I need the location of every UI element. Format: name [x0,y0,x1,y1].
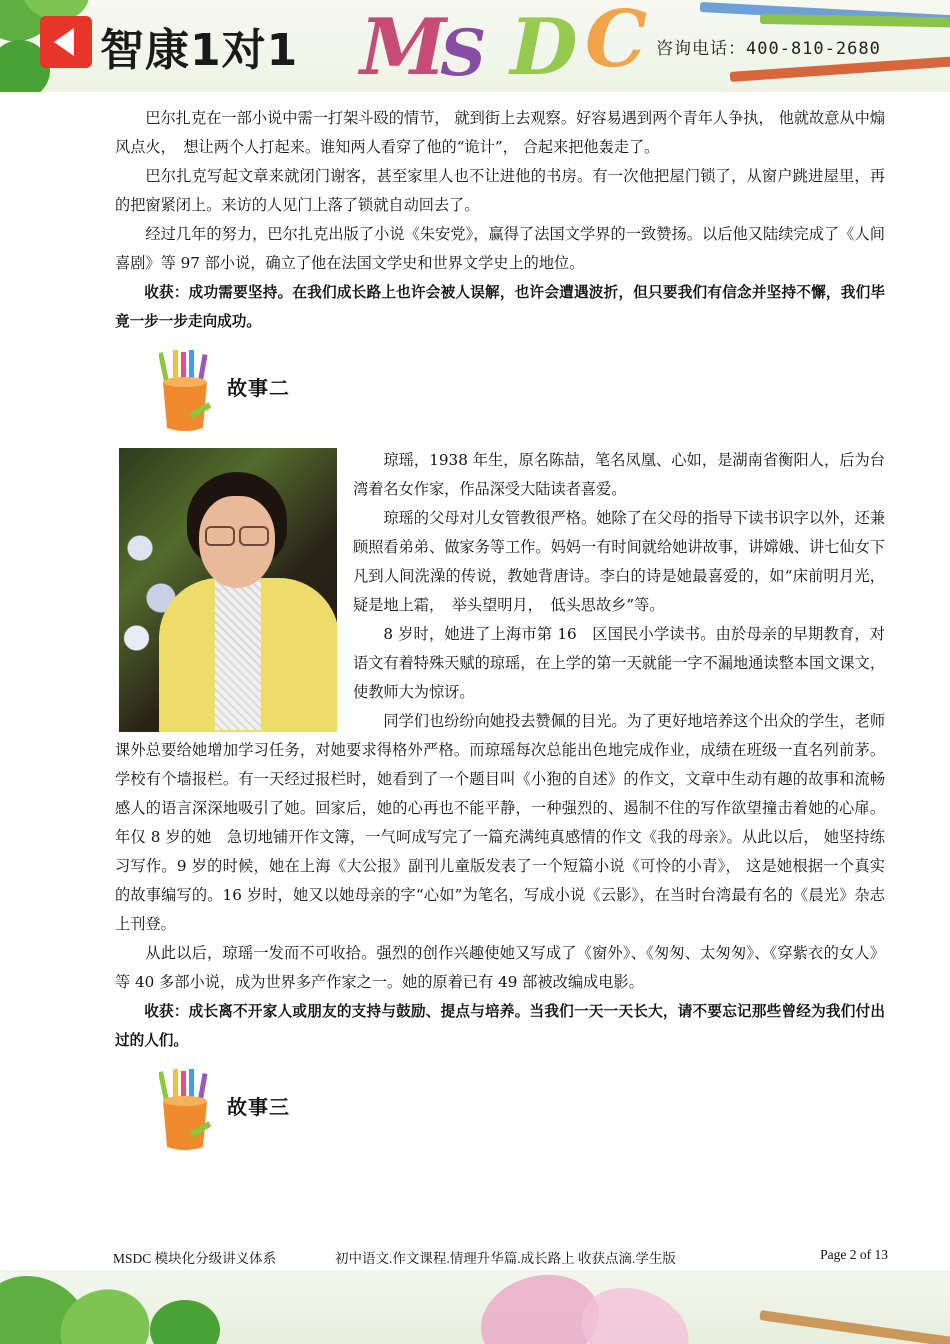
story-title: 故事三 [227,1095,290,1119]
paragraph: 琼瑶，1938 年生，原名陈喆，笔名凤凰、心如，是湖南省衡阳人，后为台湾着名女作家，作品深受大陆读者喜爱。 [353,451,885,498]
leaf-decoration [150,1300,220,1344]
paragraph: 8 岁时，她进了上海市第 16 区国民小学读书。由於母亲的早期教育，对语文有着特殊天赋的琼瑶，在上学的第一天就能一字不漏地通读整本国文课文，使教师大为惊讶。 [353,625,885,701]
footer-decoration [0,1270,950,1344]
page-header [0,0,950,92]
harvest-paragraph: 收获：成功需要坚持。在我们成长路上也许会被人误解，也许会遭遇波折，但只要我们有信念并坚持不懈，我们毕竟一步一步走向成功。 [115,284,885,330]
portrait-blouse [215,580,261,730]
paragraph: 同学们也纷纷向她投去赞佩的目光。为了更好地培养这个出众的学生，老师课外总要给她增加学习任务，对她要求得格外严格。而琼瑶每次总能出色地完成作业，成绩在班级一直名列前茅。学校有个墙报栏。有一天经过报栏时，她看到了一个题目叫《小狍的自述》的作文，文章中生动有趣的故事和流畅感人的语言深深地吸引了她。回家后，她的心再也不能平静，一种强烈的、遏制不住的写作欲望撞击着她的心扉。年仅 8 岁的她 急切地铺开作文簿，一气呵成写完了一篇充满纯真感情的作文《我的母亲》。从此以后， 她坚持练习写作。9 岁的时候，她在上海《大公报》副刊儿童版发表了一个短篇小说《可怜的小青》， 这是她根据一个真实的故事编写的。16 岁时，她又以她母亲的字“心如”为笔名，写成小说《云影》，在当时台湾最有名的《晨光》杂志上刊登。 [115,712,885,933]
pencil-cup-icon [159,350,215,432]
msdc-letter-s: S [440,16,487,91]
hotline-text: 咨询电话：400-810-2680 [656,39,881,59]
footer-course: 初中语文.作文课程.情理升华篇.成长路上 收获点滴.学生版 [335,1251,676,1266]
paragraph: 琼瑶的父母对儿女管教很严格。她除了在父母的指导下读书识字以外，还兼顾照看弟弟、做家务等工作。妈妈一有时间就给她讲故事，讲嫦娥、讲七仙女下凡到人间洗澡的传说，教她背唐诗。李白的诗是她最喜爱的，如“床前明月光，疑是地上霜， 举头望明月， 低头思故乡”等。 [353,509,885,614]
story-heading [115,336,885,446]
paragraph: 巴尔扎克写起文章来就闭门谢客，甚至家里人也不让进他的书房。有一次他把屋门锁了，从窗户跳进屋里，再的把窗紧闭上。来访的人见门上落了锁就自动回去了。 [115,167,885,214]
paragraph: 从此以后，琼瑶一发而不可收拾。强烈的创作兴趣使她又写成了《窗外》、《匆匆、太匆匆》、《穿紫衣的女人》等 40 多部小说，成为世界多产作家之一。她的原着已有 49 部被改编成电影。 [115,944,885,991]
paragraph: 巴尔扎克在一部小说中需一打架斗殴的情节， 就到街上去观察。好容易遇到两个青年人争执， 他就故意从中煽风点火， 想让两个人打起来。谁知两人看穿了他的“诡计”， 合起来把他轰走了。 [115,109,885,156]
story-heading [115,1055,885,1165]
msdc-letter-d: D [510,2,578,92]
msdc-letter-m: M [360,2,447,92]
page-content [115,104,885,1165]
brand-logo-icon [40,16,92,68]
story-title: 故事二 [227,376,290,400]
pencil-decoration [759,1310,950,1344]
portrait-photo [119,448,337,732]
glasses-icon [205,526,235,546]
butterfly-decoration [570,1274,701,1344]
glasses-icon [239,526,269,546]
msdc-letter-c: C [585,0,648,85]
page-number: Page 2 of 13 [820,1247,888,1262]
brand-name: 智康1对1 [100,25,299,76]
paragraph: 经过几年的努力，巴尔扎克出版了小说《朱安党》，赢得了法国文学界的一致赞扬。以后他又陆续完成了《人间喜剧》等 97 部小说，确立了他在法国文学史和世界文学史上的地位。 [115,225,885,272]
harvest-paragraph: 收获：成长离不开家人或朋友的支持与鼓励、提点与培养。当我们一天一天长大，请不要忘记那些曾经为我们付出过的人们。 [115,1003,885,1049]
pencil-decoration [760,14,950,27]
pencil-cup-icon [159,1069,215,1151]
footer-series: MSDC 模块化分级讲义体系 [113,1251,277,1266]
pencil-decoration [730,56,950,82]
